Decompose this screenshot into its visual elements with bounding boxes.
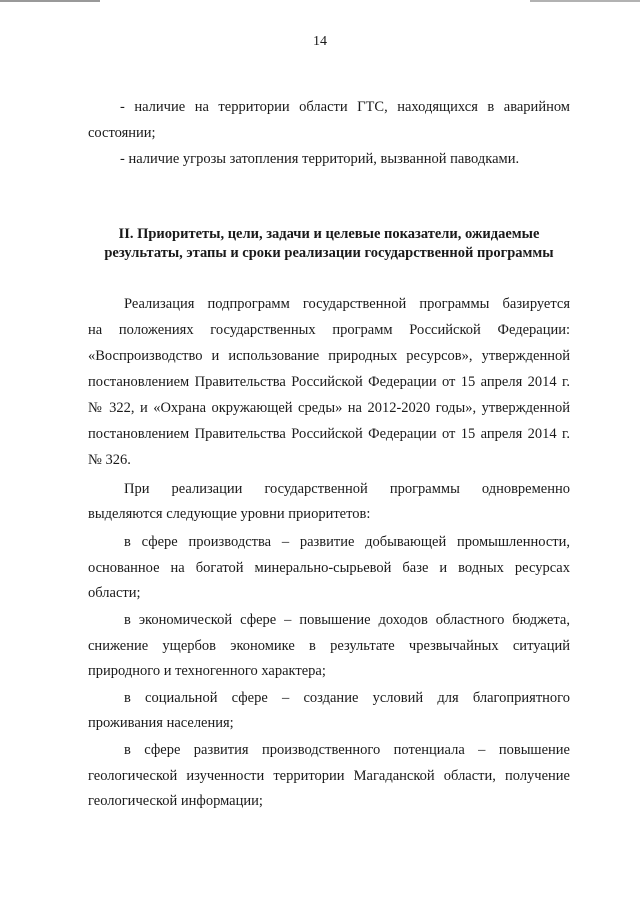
priority-line: геологической информации;	[88, 793, 263, 809]
priority-line: в сфере производства – развитие добывающей промышленности,	[124, 534, 570, 550]
list-item-line: - наличие на территории области ГТС, находящихся в аварийном	[120, 99, 570, 115]
list-item-line: - наличие угрозы затопления территорий, вызванной паводками.	[120, 151, 520, 167]
section-heading-line: II. Приоритеты, цели, задачи и целевые показатели, ожидаемые	[118, 226, 540, 242]
paragraph-line: № 326.	[88, 452, 131, 468]
paragraph-line: При реализации государственной программы одновременно	[124, 481, 570, 497]
paragraph-line: выделяются следующие уровни приоритетов:	[88, 506, 371, 522]
priority-line: в социальной сфере – создание условий для благоприятного	[124, 690, 570, 706]
page-number: 14	[313, 34, 327, 49]
paragraph-line: постановлением Правительства Российской Федерации от 15 апреля 2014 г.	[88, 374, 570, 390]
paragraph-line: № 322, и «Охрана окружающей среды» на 2012-2020 годы», утвержденной	[88, 400, 570, 416]
section-heading-line: результаты, этапы и сроки реализации государственной программы	[104, 245, 554, 261]
paragraph-line: «Воспроизводство и использование природных ресурсов», утвержденной	[88, 348, 570, 364]
priority-line: основанное на богатой минерально-сырьевой базе и водных ресурсах	[88, 560, 570, 576]
priority-line: природного и техногенного характера;	[88, 663, 326, 679]
scan-edge-mark-right	[530, 0, 640, 2]
priority-line: геологической изученности территории Магаданской области, получение	[88, 768, 570, 784]
priority-line: в сфере развития производственного потенциала – повышение	[124, 742, 570, 758]
scan-edge-mark-left	[0, 0, 100, 2]
paragraph-line: на положениях государственных программ Российской Федерации:	[88, 322, 570, 338]
priority-line: в экономической сфере – повышение доходов областного бюджета,	[124, 612, 570, 628]
paragraph-line: Реализация подпрограмм государственной программы базируется	[124, 296, 570, 312]
paragraph-line: постановлением Правительства Российской Федерации от 15 апреля 2014 г.	[88, 426, 570, 442]
priority-line: снижение ущербов экономике в результате чрезвычайных ситуаций	[88, 638, 570, 654]
priority-line: области;	[88, 585, 141, 601]
priority-line: проживания населения;	[88, 715, 234, 731]
list-item-line: состоянии;	[88, 125, 156, 141]
